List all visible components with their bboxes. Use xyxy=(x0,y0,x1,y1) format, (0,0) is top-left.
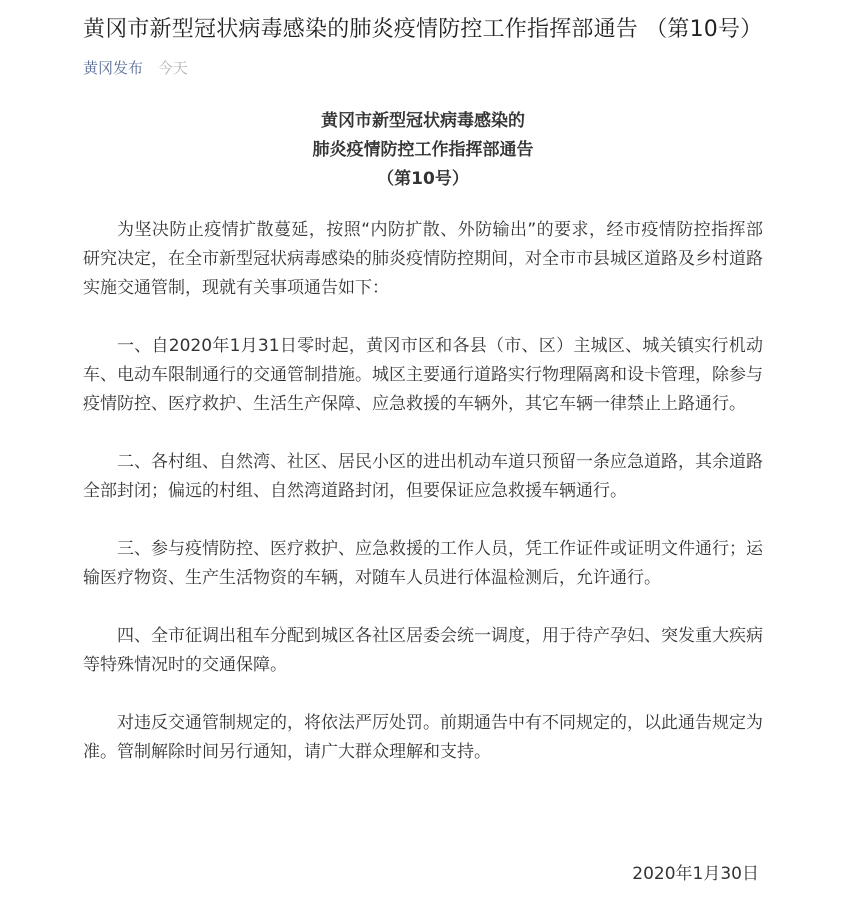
notice-paragraph-closing: 对违反交通管制规定的，将依法严厉处罚。前期通告中有不同规定的，以此通告规定为准。管制解除时间另行通知，请广大群众理解和支持。 xyxy=(83,713,763,762)
notice-heading xyxy=(83,107,763,194)
article-meta xyxy=(83,58,763,78)
notice-paragraph-item-3: 三、参与疫情防控、医疗救护、应急救援的工作人员，凭工作证件或证明文件通行；运输医疗物资、生产生活物资的车辆，对随车人员进行体温检测后，允许通行。 xyxy=(83,539,763,588)
notice-paragraph-item-1: 一、自2020年1月31日零时起，黄冈市区和各县（市、区）主城区、城关镇实行机动车、电动车限制通行的交通管制措施。城区主要通行道路实行物理隔离和设卡管理，除参与疫情防控、医疗救护、生活生产保障、应急救援的车辆外，其它车辆一律禁止上路通行。 xyxy=(83,336,763,414)
notice-heading-line-3: （第10号） xyxy=(377,169,469,189)
notice-paragraph-item-2: 二、各村组、自然湾、社区、居民小区的进出机动车道只预留一条应急道路，其余道路全部封闭；偏远的村组、自然湾道路封闭，但要保证应急救援车辆通行。 xyxy=(83,452,763,501)
notice-date: 2020年1月30日 xyxy=(632,864,759,884)
publish-time: 今天 xyxy=(157,59,188,77)
notice-body xyxy=(83,216,763,767)
article xyxy=(83,14,763,796)
article-title: 黄冈市新型冠状病毒感染的肺炎疫情防控工作指挥部通告 （第10号） xyxy=(83,17,763,42)
notice-paragraph-item-4: 四、全市征调出租车分配到城区各社区居委会统一调度，用于待产孕妇、突发重大疾病等特殊情况时的交通保障。 xyxy=(83,626,763,675)
notice-heading-line-2: 肺炎疫情防控工作指挥部通告 xyxy=(312,140,534,160)
notice-heading-line-1: 黄冈市新型冠状病毒感染的 xyxy=(321,111,525,131)
account-name-link[interactable]: 黄冈发布 xyxy=(83,59,144,77)
notice-paragraph-intro: 为坚决防止疫情扩散蔓延，按照“内防扩散、外防输出”的要求，经市疫情防控指挥部研究决定，在全市新型冠状病毒感染的肺炎疫情防控期间，对全市市县城区道路及乡村道路实施交通管制，现就有关事项通告如下： xyxy=(83,220,763,298)
